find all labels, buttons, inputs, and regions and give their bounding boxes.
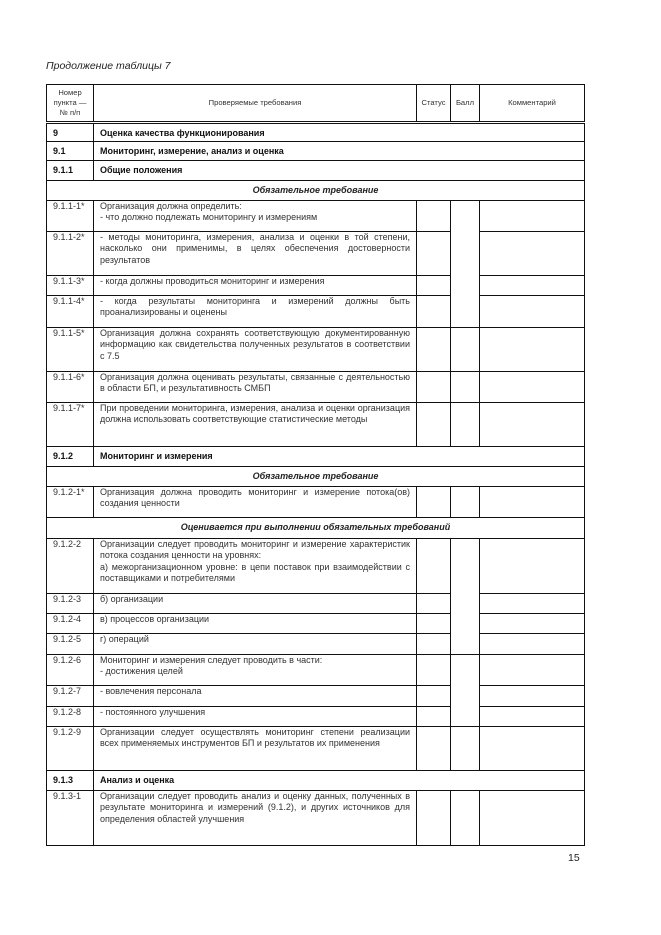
requirements-table <box>46 84 585 846</box>
section-row <box>47 161 585 181</box>
ball-cell[interactable] <box>451 791 480 846</box>
section-title: Мониторинг, измерение, анализ и оценка <box>94 142 585 161</box>
status-cell[interactable] <box>417 594 451 614</box>
ball-cell[interactable] <box>451 539 480 655</box>
status-cell[interactable] <box>417 634 451 655</box>
status-cell[interactable] <box>417 403 451 447</box>
row-num: 9.1.2-4 <box>47 614 94 634</box>
row-text-line: Организация должна определить: <box>100 201 242 211</box>
row-num: 9.1 <box>47 142 94 161</box>
comment-cell[interactable] <box>480 328 585 372</box>
row-text: При проведении мониторинга, измерения, анализа и оценки организация должна использовать соответствующие статистические методы <box>94 403 417 447</box>
row-text: - постоянного улучшения <box>94 707 417 727</box>
conditional-banner <box>47 518 585 539</box>
row-text: б) организации <box>94 594 417 614</box>
section-row <box>47 142 585 161</box>
row-text: Организация должна проводить мониторинг и измерение потока(ов) создания ценности <box>94 487 417 518</box>
ball-cell[interactable] <box>451 372 480 403</box>
row-text: Организация должна сохранять соответствующую документированную информацию как свидетельства полученных результатов в соответствии с 7.5 <box>94 328 417 372</box>
status-cell[interactable] <box>417 655 451 686</box>
section-title: Оценка качества функционирования <box>94 123 585 142</box>
table-row <box>47 328 585 372</box>
row-num: 9.1.2-5 <box>47 634 94 655</box>
row-num: 9 <box>47 123 94 142</box>
comment-cell[interactable] <box>480 594 585 614</box>
row-num: 9.1.3 <box>47 771 94 791</box>
mandatory-banner <box>47 181 585 201</box>
row-text: - вовлечения персонала <box>94 686 417 707</box>
table-row <box>47 707 585 727</box>
comment-cell[interactable] <box>480 487 585 518</box>
comment-cell[interactable] <box>480 403 585 447</box>
status-cell[interactable] <box>417 232 451 276</box>
row-num: 9.1.2-3 <box>47 594 94 614</box>
row-num: 9.1.2-6 <box>47 655 94 686</box>
row-text: в) процессов организации <box>94 614 417 634</box>
row-num: 9.1.1-1* <box>47 201 94 232</box>
table-row <box>47 372 585 403</box>
row-text: - когда должны проводиться мониторинг и измерения <box>94 276 417 296</box>
table-row <box>47 403 585 447</box>
row-text: - когда результаты мониторинга и измерений должны быть проанализированы и оценены <box>94 296 417 328</box>
comment-cell[interactable] <box>480 232 585 276</box>
section-row <box>47 123 585 142</box>
table-header-row <box>47 85 585 123</box>
row-num: 9.1.1-2* <box>47 232 94 276</box>
row-text-line: Организации следует проводить мониторинг и измерение характеристик потока создания ценности на уровнях: <box>100 539 410 561</box>
table-row <box>47 614 585 634</box>
comment-cell[interactable] <box>480 539 585 594</box>
table-row <box>47 791 585 846</box>
row-text <box>94 539 417 594</box>
comment-cell[interactable] <box>480 686 585 707</box>
status-cell[interactable] <box>417 727 451 771</box>
page-number: 15 <box>568 852 580 864</box>
row-num: 9.1.2-2 <box>47 539 94 594</box>
row-num: 9.1.1-4* <box>47 296 94 328</box>
section-row <box>47 771 585 791</box>
ball-cell[interactable] <box>451 201 480 328</box>
comment-cell[interactable] <box>480 655 585 686</box>
row-text-line: а) межорганизационном уровне: в цепи поставок при взаимодействии с поставщиками и потребителями <box>100 561 410 584</box>
row-num: 9.1.1-3* <box>47 276 94 296</box>
ball-cell[interactable] <box>451 487 480 518</box>
status-cell[interactable] <box>417 296 451 328</box>
table-caption: Продолжение таблицы 7 <box>46 60 171 72</box>
comment-cell[interactable] <box>480 372 585 403</box>
banner-text: Обязательное требование <box>47 467 585 487</box>
comment-cell[interactable] <box>480 634 585 655</box>
ball-cell[interactable] <box>451 403 480 447</box>
row-num: 9.1.1-6* <box>47 372 94 403</box>
comment-cell[interactable] <box>480 296 585 328</box>
banner-text: Обязательное требование <box>47 181 585 201</box>
row-text <box>94 201 417 232</box>
table-row <box>47 655 585 686</box>
row-num: 9.1.2-9 <box>47 727 94 771</box>
status-cell[interactable] <box>417 276 451 296</box>
section-row <box>47 447 585 467</box>
table-row <box>47 201 585 232</box>
header-comment: Комментарий <box>480 85 585 123</box>
banner-text: Оценивается при выполнении обязательных требований <box>47 518 585 539</box>
row-text-line: - что должно подлежать мониторингу и измерениям <box>100 212 318 223</box>
table-row <box>47 539 585 594</box>
table-row <box>47 296 585 328</box>
mandatory-banner <box>47 467 585 487</box>
status-cell[interactable] <box>417 791 451 846</box>
table-row <box>47 487 585 518</box>
row-num: 9.1.1-5* <box>47 328 94 372</box>
table-row <box>47 634 585 655</box>
ball-cell[interactable] <box>451 328 480 372</box>
comment-cell[interactable] <box>480 276 585 296</box>
comment-cell[interactable] <box>480 727 585 771</box>
row-num: 9.1.2-8 <box>47 707 94 727</box>
row-text: - методы мониторинга, измерения, анализа и оценки в той степени, насколько они применимы, в целях обеспечения достоверности результатов <box>94 232 417 276</box>
table-row <box>47 276 585 296</box>
section-title: Мониторинг и измерения <box>94 447 585 467</box>
row-text: Организации следует осуществлять мониторинг степени реализации всех применяемых инструментов БП и результатов их применения <box>94 727 417 771</box>
comment-cell[interactable] <box>480 201 585 232</box>
table-row <box>47 727 585 771</box>
row-num: 9.1.2-1* <box>47 487 94 518</box>
header-status: Статус <box>417 85 451 123</box>
row-text <box>94 655 417 686</box>
row-num: 9.1.3-1 <box>47 791 94 846</box>
row-text: Организации следует проводить анализ и оценку данных, полученных в результате мониторинга и измерений (9.1.2), и других источников для определения областей улучшения <box>94 791 417 846</box>
status-cell[interactable] <box>417 707 451 727</box>
row-text-line: Мониторинг и измерения следует проводить в части: <box>100 655 323 665</box>
row-text-line: - достижения целей <box>100 666 183 677</box>
row-num: 9.1.1-7* <box>47 403 94 447</box>
status-cell[interactable] <box>417 487 451 518</box>
status-cell[interactable] <box>417 539 451 594</box>
header-num: Номер пункта — № п/п <box>47 85 94 123</box>
header-requirements: Проверяемые требования <box>94 85 417 123</box>
comment-cell[interactable] <box>480 707 585 727</box>
ball-cell[interactable] <box>451 655 480 727</box>
row-text: Организация должна оценивать результаты, связанные с деятельностью в области БП, и результативность СМБП <box>94 372 417 403</box>
status-cell[interactable] <box>417 372 451 403</box>
table-row <box>47 232 585 276</box>
row-num: 9.1.2 <box>47 447 94 467</box>
table-row <box>47 594 585 614</box>
status-cell[interactable] <box>417 201 451 232</box>
ball-cell[interactable] <box>451 727 480 771</box>
row-text: г) операций <box>94 634 417 655</box>
row-num: 9.1.2-7 <box>47 686 94 707</box>
section-title: Общие положения <box>94 161 585 181</box>
table-row <box>47 686 585 707</box>
row-num: 9.1.1 <box>47 161 94 181</box>
status-cell[interactable] <box>417 328 451 372</box>
comment-cell[interactable] <box>480 614 585 634</box>
header-ball: Балл <box>451 85 480 123</box>
section-title: Анализ и оценка <box>94 771 585 791</box>
status-cell[interactable] <box>417 614 451 634</box>
comment-cell[interactable] <box>480 791 585 846</box>
status-cell[interactable] <box>417 686 451 707</box>
